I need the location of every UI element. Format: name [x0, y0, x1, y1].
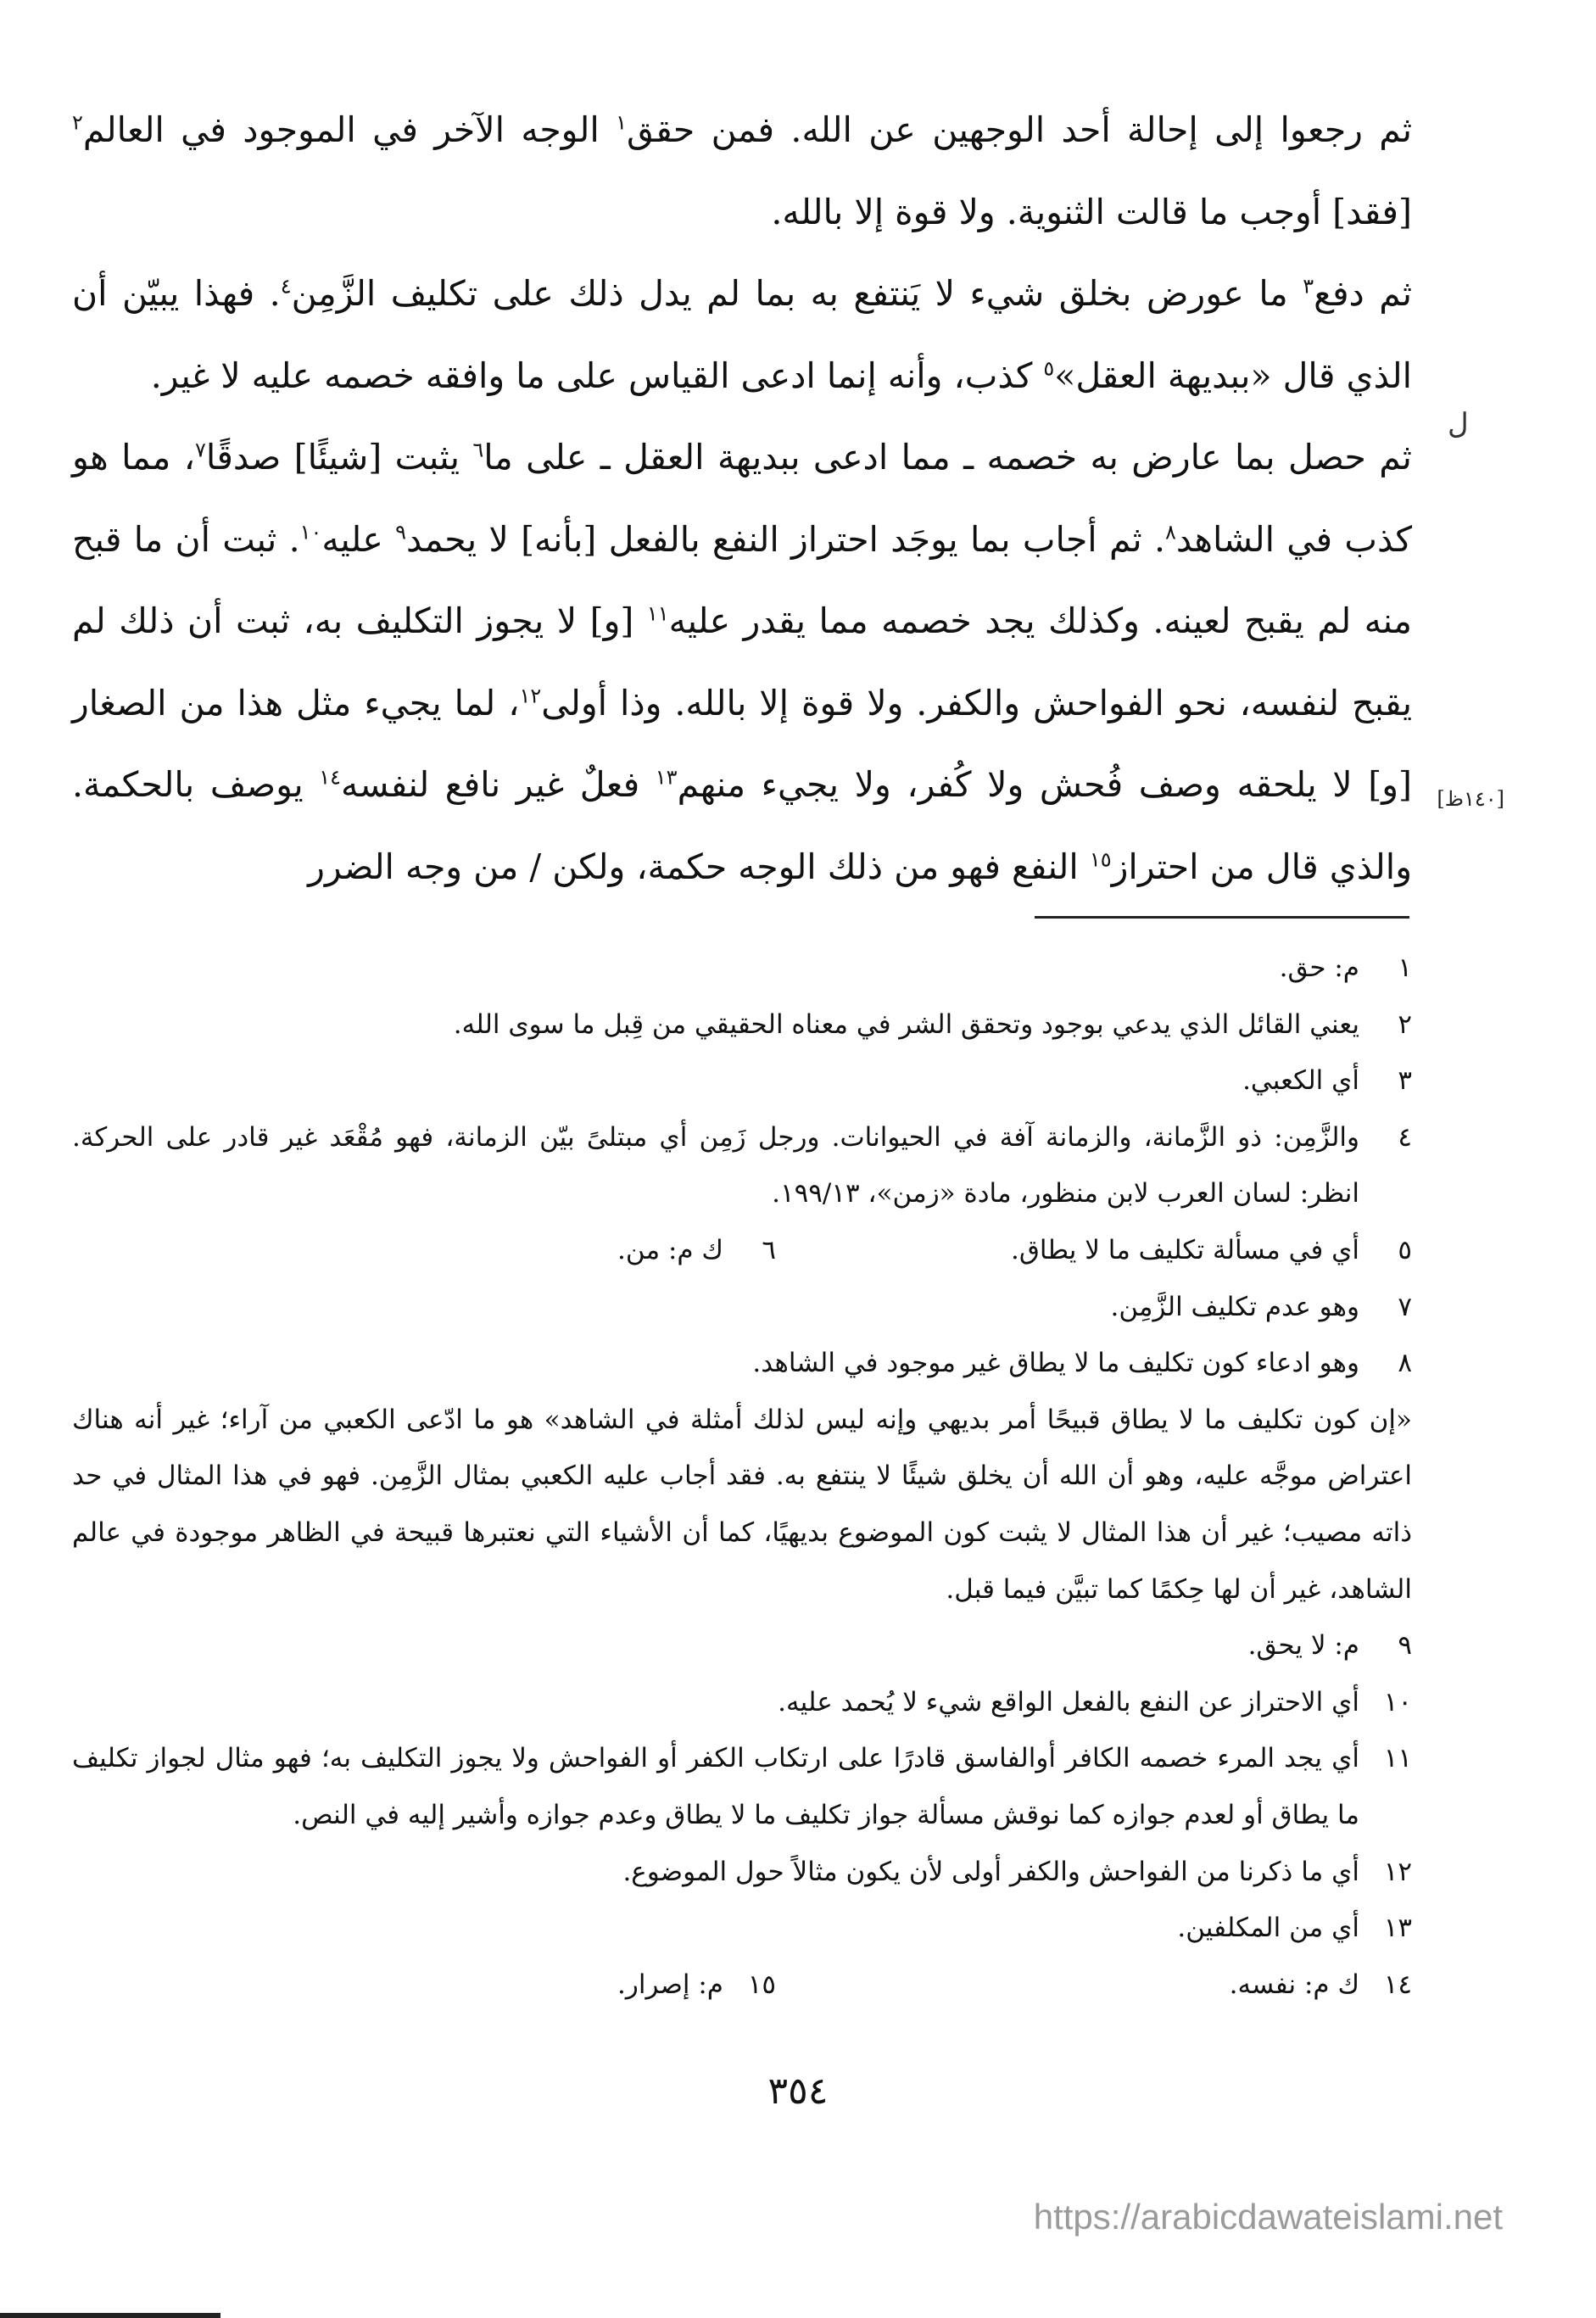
footnote-number: ٤ — [1398, 1121, 1412, 1153]
footnote-number: ٦ — [762, 1234, 776, 1265]
footnote-text: أي ما ذكرنا من الفواحش والكفر أولى لأن يكون مثالاً حول الموضوع. — [622, 1856, 1359, 1887]
footnote-pair-14-15 — [72, 1957, 1412, 2014]
footnote-divider — [1035, 916, 1409, 919]
footnote-ref-1[interactable]: ١ — [616, 110, 627, 135]
footnote-number: ١١ — [1383, 1743, 1412, 1774]
footnote-ref-6[interactable]: ٦ — [472, 438, 484, 462]
footnote-10 — [72, 1674, 1412, 1731]
footnote-text: م: إصرار. — [617, 1969, 723, 2000]
footnote-number: ٣ — [1398, 1065, 1412, 1097]
footnote-ref-2[interactable]: ٢ — [72, 110, 83, 135]
text-run: ثم رجعوا إلى إحالة أحد الوجهين عن الله. فمن حقق — [626, 109, 1412, 150]
text-run: ثم حصل بما عارض به خصمه ـ مما ادعى ببديهة العقل ـ على ما — [483, 437, 1412, 478]
watermark-url: https://arabicdawateislami.net — [1033, 2197, 1503, 2237]
footnote-15 — [140, 1957, 776, 2014]
footnote-8-continuation: «إن كون تكليف ما لا يطاق قبيحًا أمر بديهي وإنه ليس لذلك أمثلة في الشاهد» هو ما ادّعى الكعبي من آراء؛ غير أنه هناك اعتراض موجَّه عليه، وهو أن الله أن يخلق شيئًا لا ينتفع به. فقد أجاب عليه الكعبي بمثال الزَّمِن. فهو في هذا المثال في حد ذاته مصيب؛ غير أن هذا المثال لا يثبت كون الموضوع بديهيًا، كما أن الأشياء التي نعتبرها قبيحة في الظاهر موجودة في عالم الشاهد، غير أن لها حِكمًا كما تبيَّن فيما قبل. — [72, 1404, 1412, 1605]
text-run: كذب، وأنه إنما ادعى القياس على ما وافقه خصمه عليه لا غير. — [150, 355, 1044, 396]
footnote-7 — [72, 1279, 1412, 1336]
footnote-1 — [72, 940, 1412, 997]
footnote-text: أي في مسألة تكليف ما لا يطاق. — [1010, 1234, 1359, 1265]
text-run: . ثم أجاب بما يوجَد احتراز النفع بالفعل [بأنه] لا يحمد — [406, 518, 1166, 560]
footnote-ref-5[interactable]: ٥ — [1043, 355, 1055, 380]
footnote-13 — [72, 1900, 1412, 1957]
footnote-number: ١٥ — [747, 1969, 776, 2000]
margin-note-mark: ل — [1448, 407, 1469, 441]
footnotes — [72, 940, 1412, 2013]
text-run: ، مما هو كذب في الشاهد — [72, 437, 1412, 560]
text-run: [فقد] أوجب ما قالت الثنوية. ولا قوة إلا بالله. — [771, 191, 1412, 232]
paragraph-1 — [72, 89, 1412, 253]
main-text — [72, 89, 1412, 908]
footnote-text: م: حق. — [1279, 952, 1359, 983]
footnote-ref-14[interactable]: ١٤ — [319, 765, 342, 790]
footnote-number: ١٤ — [1383, 1969, 1412, 2000]
text-run: يثبت [شيئًا] صدقًا — [205, 437, 473, 478]
footnote-text: أي يجد المرء خصمه الكافر أوالفاسق قادرًا على ارتكاب الكفر أو الفواحش ولا يجوز التكليف به؛ فهو مثال لجواز تكليف ما يطاق أو لعدم جوازه كما نوقش مسألة جواز تكليف ما لا يطاق وعدم جوازه وأشير إليه في النص. — [72, 1743, 1359, 1830]
footnote-number: ٧ — [1398, 1291, 1412, 1322]
footnote-ref-15[interactable]: ١٥ — [1089, 846, 1112, 871]
footnote-14 — [776, 1957, 1412, 2014]
page-number: ٣٥٤ — [767, 2069, 829, 2113]
footnote-number: ٨ — [1398, 1348, 1412, 1379]
footnote-ref-13[interactable]: ١٣ — [655, 765, 678, 790]
footnote-12 — [72, 1844, 1412, 1901]
footnote-text: أي من المكلفين. — [1177, 1913, 1359, 1944]
text-run: النفع فهو من ذلك الوجه حكمة، ولكن / من وجه الضرر — [308, 846, 1090, 887]
folio-marker: [١٤٠ظ] — [1437, 787, 1504, 811]
footnote-5 — [776, 1222, 1412, 1279]
footnote-text: يعني القائل الذي يدعي بوجود وتحقق الشر في معناه الحقيقي من قِبل ما سوى الله. — [453, 1008, 1359, 1040]
footnote-number: ٢ — [1398, 1008, 1412, 1040]
footnote-text: وهو عدم تكليف الزَّمِن. — [1110, 1291, 1359, 1322]
footnote-pair-5-6 — [72, 1222, 1412, 1279]
footnote-9 — [72, 1617, 1412, 1674]
footnote-text: ك م: نفسه. — [1229, 1969, 1359, 2000]
footnote-ref-3[interactable]: ٣ — [1303, 274, 1314, 299]
text-run: الوجه الآخر في الموجود في العالم — [82, 109, 617, 150]
footnote-11 — [72, 1730, 1412, 1843]
text-run: ، لما يجيء مثل هذا من الصغار [و] لا يلحقه وصف فُحش ولا كُفر، ولا يجيء منهم — [72, 682, 1412, 805]
footnote-ref-7[interactable]: ٧ — [194, 438, 206, 462]
text-run: فعلٌ غير نافع لنفسه — [341, 764, 656, 805]
footnote-8 — [72, 1335, 1412, 1392]
text-run: ثم دفع — [1314, 273, 1412, 314]
footnote-2 — [72, 997, 1412, 1053]
text-run: عليه — [321, 518, 396, 560]
footnote-ref-9[interactable]: ٩ — [395, 519, 406, 544]
footnote-number: ١٣ — [1383, 1913, 1412, 1944]
footnote-ref-8[interactable]: ٨ — [1165, 519, 1176, 544]
text-run: يوصف بالحكمة. والذي قال من احتراز — [72, 764, 1412, 887]
footnote-number: ٥ — [1398, 1234, 1412, 1265]
paragraph-2 — [72, 253, 1412, 416]
footnote-text: والزَّمِن: ذو الزَّمانة، والزمانة آفة في الحيوانات. ورجل زَمِن أي مبتلىً بيّن الزمانة، فهو مُقْعَد غير قادر على الحركة. انظر: لسان العرب لابن منظور، مادة «زمن»، ١٩٩/١٣. — [72, 1121, 1359, 1209]
footnote-number: ١٠ — [1383, 1686, 1412, 1718]
text-run: . ثبت أن ما قبح منه لم يقبح لعينه. وكذلك يجد خصمه مما يقدر عليه — [72, 518, 1412, 641]
footnote-text: م: لا يحق. — [1247, 1630, 1359, 1662]
footnote-number: ١٢ — [1383, 1856, 1412, 1887]
text-run: . فهذا يبيّن أن الذي قال «ببديهة العقل» — [72, 273, 1412, 396]
footnote-4 — [72, 1109, 1412, 1222]
text-run: ما عورض بخلق شيء لا يَنتفع به بما لم يدل ذلك على تكليف الزَّمِن — [291, 273, 1303, 314]
footnote-number: ٩ — [1398, 1630, 1412, 1662]
text-run: [و] لا يجوز التكليف به، ثبت أن ذلك لم يقبح لنفسه، نحو الفواحش والكفر. ولا قوة إلا بالله. وذا أولى — [72, 600, 1412, 723]
footnote-text: أي الاحتراز عن النفع بالفعل الواقع شيء لا يُحمد عليه. — [778, 1686, 1359, 1718]
footnote-number: ١ — [1398, 952, 1412, 983]
paragraph-3 — [72, 416, 1412, 908]
footnote-text: ك م: من. — [617, 1234, 723, 1265]
footnote-ref-12[interactable]: ١٢ — [519, 683, 542, 707]
footnote-ref-10[interactable]: ١٠ — [299, 519, 322, 544]
footnote-text: أي الكعبي. — [1242, 1065, 1359, 1097]
footnote-3 — [72, 1053, 1412, 1109]
footnote-6 — [140, 1222, 776, 1279]
scan-edge — [0, 2313, 220, 2318]
footnote-text: وهو ادعاء كون تكليف ما لا يطاق غير موجود في الشاهد. — [752, 1348, 1359, 1379]
footnote-ref-11[interactable]: ١١ — [646, 601, 669, 626]
footnote-ref-4[interactable]: ٤ — [280, 274, 292, 299]
